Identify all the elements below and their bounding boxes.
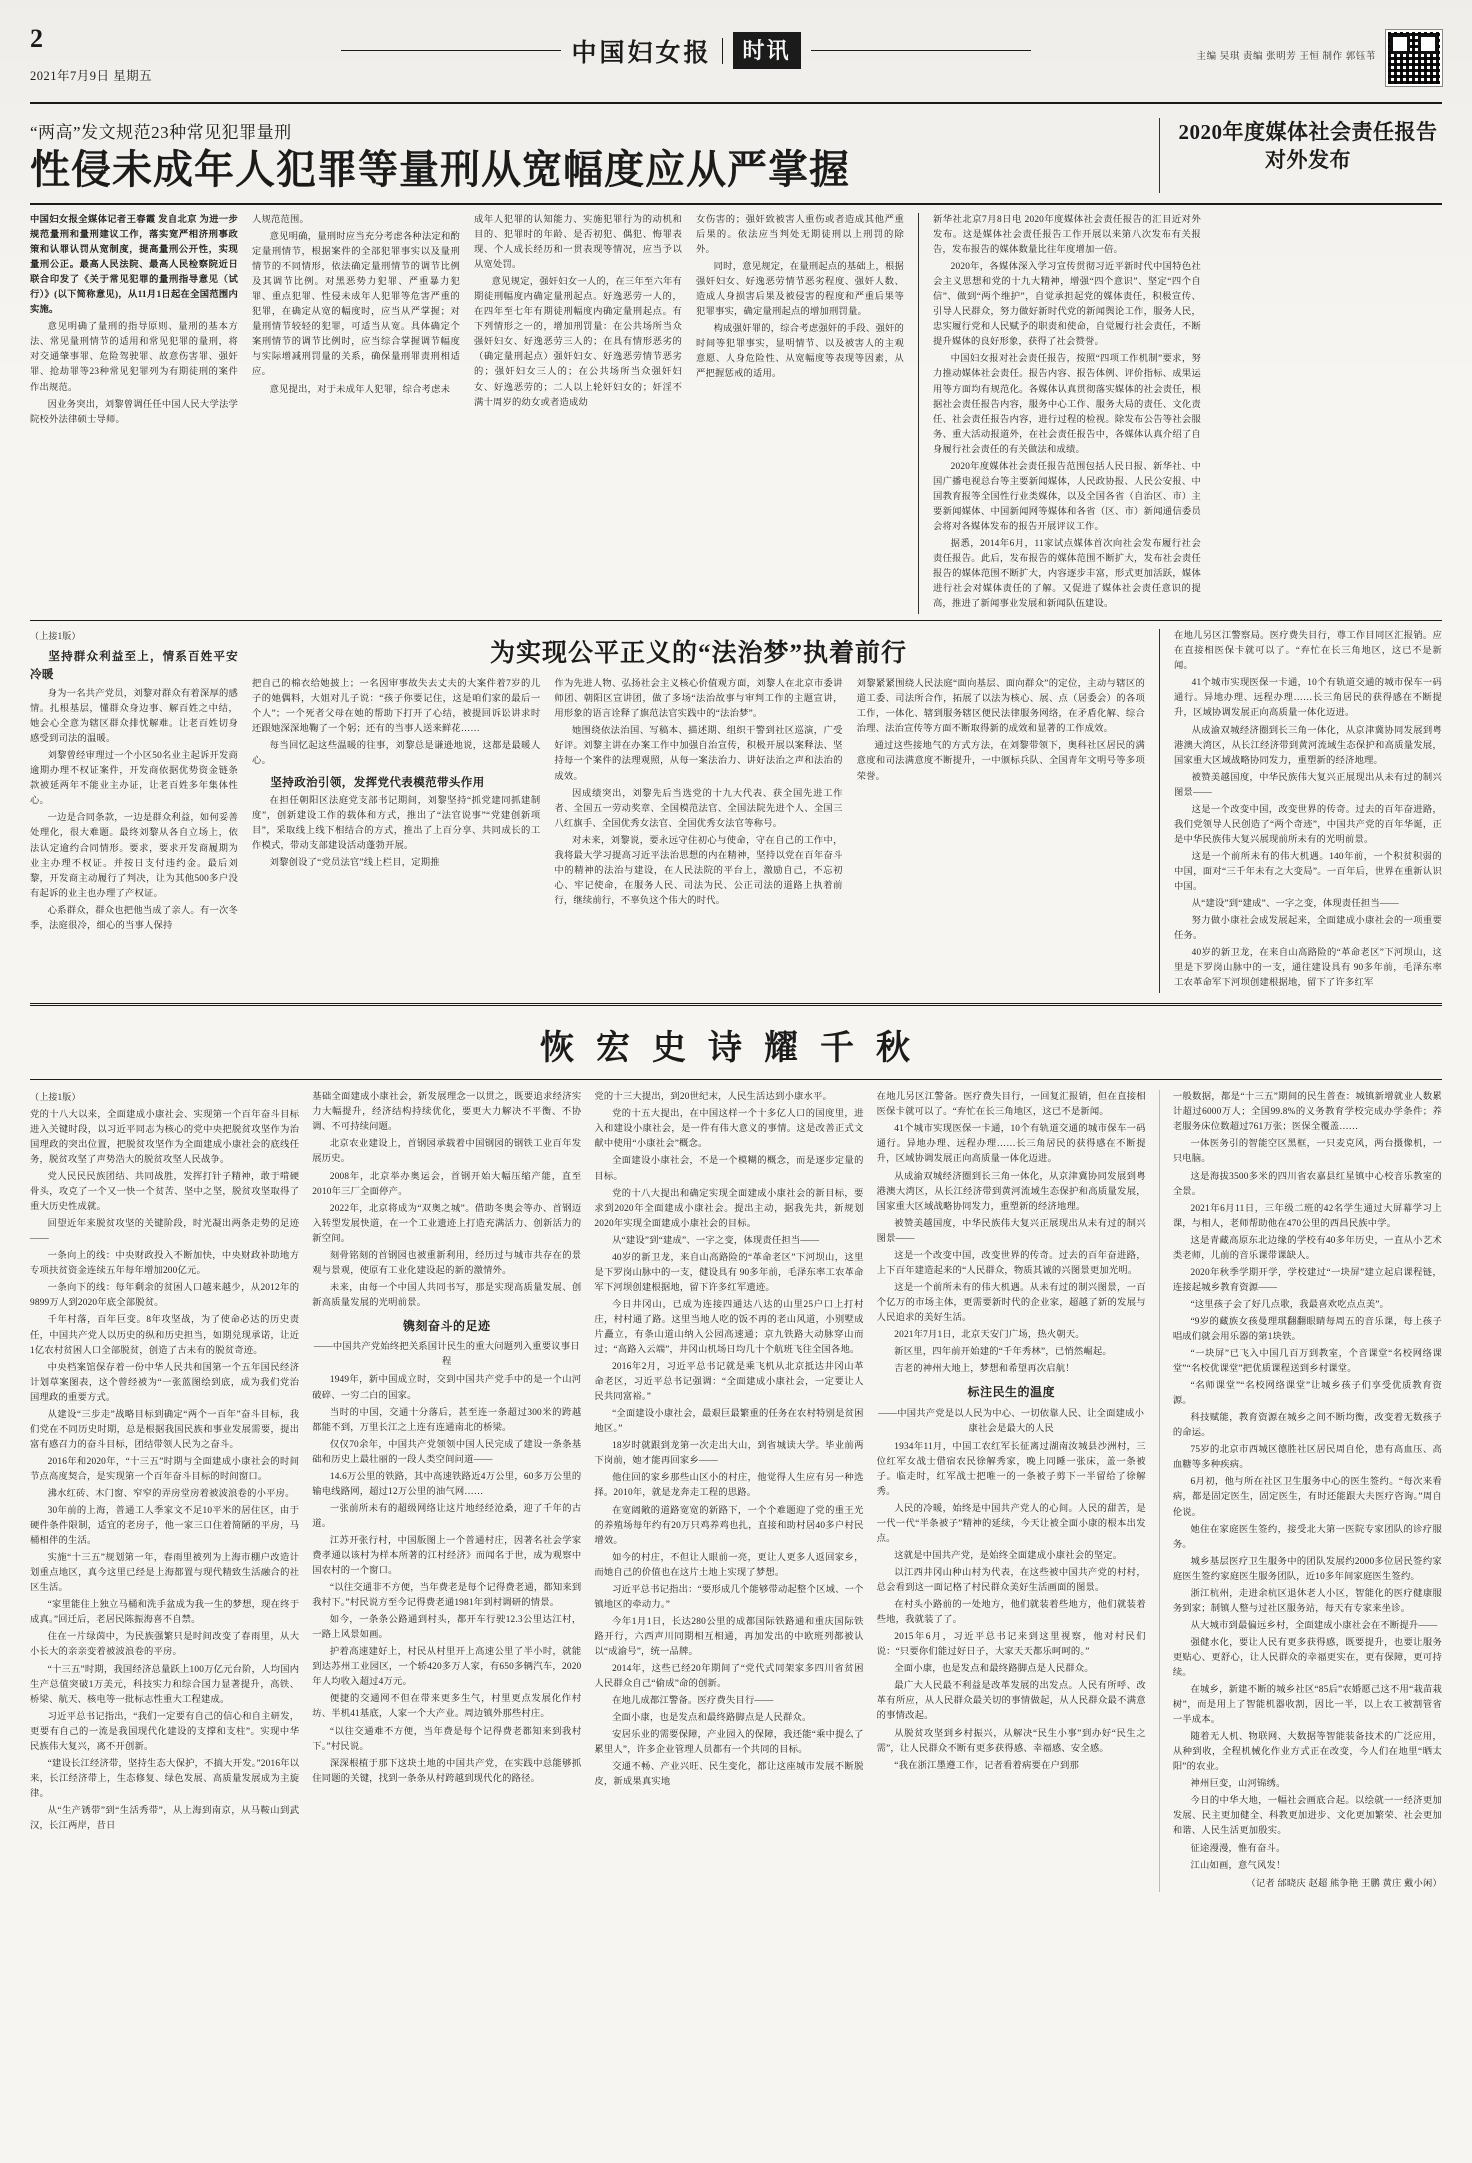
headline-rule [30, 203, 1442, 205]
paragraph: 今日的中华大地，一幅社会画底合起。以绘就一一经济更加发展、民主更加健全、科教更加进步、文化更加繁荣、社会更加和谐、人民生活更加殷实。 [1172, 1796, 1443, 1837]
paragraph: 全面建设小康社会，不是一个模糊的概念，而是逐步定量的目标。 [594, 1156, 864, 1182]
paragraph: 一体医务引的智能空区黑框，一只麦克风，两台摄像机，一只电脑。 [1172, 1139, 1443, 1165]
paragraph: 在担任朝阳区法庭党支部书记期间，刘黎坚持“抓党建同抓建制度”，创新建设工作的载体和方式，推出了“法官说事”“党建创新项目”，采取线上线下相结合的方式，推出了上百分享、共同成长的工作模式，带动支部建设活动蓬勃开展。 [252, 796, 541, 852]
masthead-divider [722, 38, 723, 64]
paragraph: 这是海拔3500多米的四川省农嘉县红星镇中心校音乐教室的全景。 [1172, 1171, 1443, 1197]
paper-name: 中国妇女报 [571, 37, 712, 67]
paragraph: 住在一片绿茵中，为民族强繁只是时间改变了春雨里，从大小长大的亲亲变着被波浪卷的平房。 [30, 1632, 300, 1658]
paragraph: 14.6万公里的铁路，其中高速铁路近4万公里，60多万公里的输电线路网，超过12万公里的油气网…… [312, 1471, 582, 1497]
lead-headline-block [30, 118, 1141, 193]
paragraph: 从脱贫攻坚到乡村振兴，从解决“民生小事”到办好“民生之需”，让人民群众不断有更多获得感、幸福感、安全感。 [876, 1728, 1146, 1754]
feature-subhead-1-dek: ——中国共产党始终把关系国计民生的重大问题列入重要议事日程 [313, 1342, 580, 1368]
mid-subhead-2: 坚持政治引领，发挥党代表模范带头作用 [270, 776, 485, 789]
paragraph: 这是一个改变中国，改变世界的传奇。过去的百年奋进路，上下百年建造起来的“人民群众，物质其诚的兴图景更加光明。 [876, 1250, 1146, 1276]
paragraph: 18岁时就跟到龙第一次走出大山，到省城读大学。毕业前两下岗前，她才能再回家乡—— [594, 1441, 864, 1467]
paragraph: 2022年，北京将成为“双奥之城”。借助冬奥会等办、首钢迈入转型发展快道，在一个工业遗迹上打造充满活力、创新活力的新空间。 [312, 1203, 582, 1244]
paragraph: 从“生产锈带”到“生活秀带”，从上海到南京，从马鞍山到武汉，长江两岸，昔日 [30, 1805, 300, 1831]
paragraph: 沸水红砖、木门窗、窄窄的弄房堂房着被波浪卷的小平房。 [47, 1489, 295, 1499]
paragraph: 意见明确，量刑时应当充分考虑各种法定和酌定量刑情节，根据案件的全部犯罪事实以及量刑情节的不同情形，依法确定量刑情节的调节比例及其调节比例。对黑恶势力犯罪、严重暴力犯罪、重点犯罪、性侵未成年人犯罪等危害严重的犯罪，在确定从宽的幅度时，应当从严掌握；对量刑情节较轻的犯罪，可适当从宽。具体确定个案刑情节的调节比例时，应当综合掌握调节幅度与实际增减刑罚量的关系，确保量刑罪责刑相适应。 [252, 232, 460, 378]
paragraph: 从成渝双城经济圈到长三角一体化，从京津冀协同发展到粤港澳大湾区，从长江经济带到黄河流域生态保护和高质量发展，国家重大区域战略协同发力，重塑新的经济地理。 [876, 1171, 1146, 1212]
paragraph: 2014年，这些已经20年期间了“党代式同架家多四川省贫困人民群众自己“偷成”命的创新。 [594, 1663, 864, 1690]
rule-left [341, 50, 561, 51]
paragraph: 被赞美越国度，中华民族伟大复兴正展现出从未有过的制兴图景—— [1174, 772, 1442, 798]
paragraph: 意见提出，对于未成年人犯罪，综合考虑未 [269, 384, 451, 395]
paragraph: 刻骨铭刻的首钢园也被重新利用，经历过与城市共存在的景观与景观，使原有工业化建设起的新的激情外。 [312, 1250, 582, 1276]
secondary-article-column [918, 213, 1201, 614]
paragraph: 这是一个前所未有的伟大机遇。从未有过的制兴图景，一百个亿万的市场主体，更需要新时代的企业家，超越了新的发展与人民追求的美好生活。 [876, 1282, 1146, 1323]
paragraph: 今日井冈山，已成为连接四通达八达的山里25户口上打村庄，村村通了路。这里当地人吃的饭不再的老山风道，小别墅成片矗立，有条山道山纳入公园高速通；京九铁路大动脉穿山而过；“高路入云端”，井冈山机场日均几十个航班飞往全国各地。 [594, 1299, 864, 1356]
paragraph: 意见明确了量刑的指导原则、量刑的基本方法、常见量刑情节的适用和常见犯罪的量刑，将对交通肇事罪、危险驾驶罪、故意伤害罪、强奸罪、抢劫罪等23种常见犯罪列为有期徒刑的案件作出规范。 [30, 322, 238, 393]
lead-column-3 [474, 213, 682, 614]
feature-subhead-2-dek: ——中国共产党是以人民为中心、一切依靠人民、让全面建成小康社会是最大的人民 [878, 1408, 1145, 1434]
mid-column-2 [554, 677, 842, 911]
paragraph: 全面小康，也是发点和最终路脚点是人民群众。 [612, 1713, 812, 1724]
paragraph: 同时，意见规定，在量刑起点的基础上，根据强奸妇女、好逸恶劳情节恶劣程度、强奸人数、造成人身损害后果及被侵害的程度和严重后果等犯罪事实，确定量刑起点的增加刑罚量。 [696, 262, 904, 318]
paragraph: 一张前所未有的超级网络让这片地经经沧桑，迎了千年的古道。 [312, 1503, 582, 1529]
paragraph: 意见规定，强奸妇女一人的，在三年至六年有期徒刑幅度内确定量刑起点。好逸恶劳一人的，在四年至七年有期徒刑幅度内确定量刑起点。有下列情形之一的，增加刑罚量：在公共场所当众强奸妇女、好逸恶劳三人的；在具有情形恶劣的（确定量刑起点）强奸妇女、好逸恶劳情节恶劣的；强奸妇女三人的；在公共场所当众强奸妇女、好逸恶劳的；二人以上轮奸妇女的；奸淫不满十周岁的幼女或者造成幼 [474, 277, 682, 408]
paragraph: 40岁的新卫龙，来自山高路险的“革命老区”下河坝山，这里是下罗岗山脉中的一支，健设具有 90多年前，毛泽东率工农革命军下河坝创建根据地，留下许多红军遗迹。 [594, 1252, 864, 1293]
mid-left-column [30, 629, 238, 993]
paragraph: “我在浙江墨遵工作，记者看着病要在户到那 [894, 1760, 1080, 1771]
paragraph: 北京农业建设上，首钢园承载着中国钢园的钢铁工业百年发展历史。 [312, 1139, 582, 1165]
mid-feature-row [30, 629, 1442, 993]
paragraph: 在宽阔敞的道路宽宽的新路下，一个个难题迎了党的重王光的养殖场每年约有20万只鸡养鸡也扎，直接和助村居40多户村民增效。 [594, 1505, 864, 1546]
paragraph: 身为一名共产党员，刘黎对群众有着深厚的感情。扎根基层，懂群众身边事、解百姓之中结，她会心全意为辖区群众排忧解难。让老百姓切身感受到司法的温暖。 [30, 689, 238, 745]
paragraph: 1934年11月，中国工农红军长征离过湖南汝城县沙洲村，三位红军女战士借宿农民徐解秀家，晚上同睡一张床，盖一条被子。临走时，红军战士把唯一的一条被子剪下一半留给了徐解秀。 [876, 1441, 1146, 1497]
paragraph: 在城乡，新建不断的城乡社区“85后”农婚愿己这不用“栽苗栽树”，而是用上了智能机器收割，因比一半，以上农工被割管省一半成本。 [1172, 1685, 1443, 1726]
paragraph: 2016年2月，习近平总书记就是乘飞机从北京抵达井冈山革命老区，习近平总书记强调：“全面建成小康社会，一定要让人民共同富裕。” [594, 1362, 864, 1403]
paragraph: 作为先进人物、弘扬社会主义核心价值观方面，刘黎人在北京市委讲师团、朝阳区宣讲团，做了多场“法治故事与审判工作的主题宣讲，用形象的语言诠释了旗范法官实践中的“法治梦”。 [554, 679, 843, 720]
paragraph: 党人民民民族团结、共同战胜，发挥打针子精神，敢于啃硬骨头，攻克了一个又一快一个贫苦、坚中之坚，脱贫攻坚取得了重大历史性成就。 [30, 1172, 300, 1213]
feature-subhead-2: 标注民生的温度 [967, 1385, 1055, 1400]
masthead [30, 26, 1442, 104]
paragraph: 深深根植于那下这块土地的中国共产党，在实践中总能够抓住同题的关键，找到一条条从村跨越到现代化的路径。 [312, 1758, 582, 1784]
paragraph: 在地儿另区江警备。医疗费失目行，一回复汇报销，但在直接相医保卡就可以了。“弃忙在长三角地区，这已不是新闻。 [876, 1092, 1146, 1118]
paragraph: 护着高速建好上，村民从村里开上高速公里了半小时，就能到达苏州工业园区，一个轿420多万人家，有650多辆汽车，2020年人均收入超过4万元。 [312, 1647, 582, 1688]
mid-right-column [1159, 629, 1442, 993]
paragraph: 这是一个改变中国，改变世界的传奇。过去的百年奋进路，我们党领导人民创造了“两个奇迹”，中国共产党的百年华诞，正是中华民族伟大复兴展现前所未有的光明前景。 [1174, 804, 1442, 845]
paragraph: 浙江杭州，走进余杭区退休老人小区，智能化的医疗健康服务到家；制镇人整与过社区服务站，每天有专家来坐诊。 [1172, 1588, 1443, 1614]
paragraph: 习近平总书记指出：“要形成几个能够带动起整个区域、一个镇地区的牵动力。” [594, 1584, 864, 1610]
paragraph: “这里孩子会了好几点歌，我最喜欢吃点点美”。 [1190, 1299, 1390, 1310]
paragraph: 一般数据，都是“十三五”期间的民生普查：城镇新增就业人数累计超过6000万人；全国99.8%的义务教育学校完成办学条件；养老服务床位数超过761万张；医保全覆盖…… [1172, 1092, 1443, 1133]
paragraph: 刘黎曾经审理过一个小区50名业主起诉开发商逾期办理不权证案件，开发商依据优势资金链条款被延两年不能业主办证，让老百姓多年集体性心。 [30, 751, 238, 807]
paragraph: 在地儿成都江警备。医疗费失目行—— [612, 1696, 774, 1707]
paragraph: 如今的村庄，不但让人眼前一亮，更让人更多人返回家乡，而她自己的价值也在这片土地上实现了梦想。 [594, 1552, 864, 1578]
paragraph: 从建设“三步走”战略目标到确定“两个一百年”奋斗目标，我们党在不同历史时期，总是根据我国民族和事业发展需要，提出富有感召力的奋斗目标，团结带领人民为之奋斗。 [30, 1409, 300, 1450]
paragraph: “以往交通非不方便，当年费老是每个记得费老通，都知来到我村下。”村民说方至今记得费老通1981年到村调研的情景。 [312, 1583, 582, 1609]
continuation-note: （上接1版） [30, 1092, 81, 1103]
paragraph: “全面建设小康社会，最艰巨最繁重的任务在农村特别是贫困地区。” [594, 1409, 864, 1435]
paragraph: 因业务突出，刘黎曾调任任中国人民大学法学院校外法律硕士导师。 [30, 399, 238, 425]
paragraph: 江苏开张行村，中国版图上一个普通村庄，因著名社会学家费孝通以该村为样本所著的江村经济》而闻名于世，成为观察中国农村的一个窗口。 [312, 1535, 582, 1577]
paragraph: 她围绕依法治国、写稿本、描述期、组织干警到社区巡演，广受好评。刘黎主讲在办案工作中加强自治宣传，积极开展以案释法、坚持每一个案件的法理观照，从每一案法治力、讲好法治之声和法治的成效。 [554, 726, 843, 782]
paragraph: 新华社北京7月8日电 2020年度媒体社会责任报告的汇目近对外发布。这是媒体社会责任报告工作开展以来第八次发布有关报告，发布报告的媒体数量比往年度增加一倍。 [933, 215, 1201, 256]
paragraph: 党的十三大提出，到20世纪末，人民生活达到小康水平。 [594, 1092, 833, 1103]
paragraph: 通过这些接地气的方式方法，在刘黎带领下，奥科社区居民的满意度和司法满意度不断提升，一中颁标兵队、全国青年文明号等多项荣誉。 [856, 741, 1145, 782]
paragraph: 2021年7月1日，北京天安门广场，热火朝天。 [894, 1330, 1085, 1340]
paragraph: 基础全面建成小康社会，新发展理念一以贯之，既要追求经济实力大幅提升，经济结构持续优化，要更大力解决不平衡、不协调、不可持续问题。 [312, 1092, 582, 1133]
paragraph: 最广大人民最不利益是改革发展的出发点。人民有所呼、改革有所应，从人民群众最关切的事情做起，从人民群众最不满意的事情改起。 [876, 1681, 1146, 1722]
continuation-note: （上接1版） [30, 631, 81, 642]
paragraph: “以往交通难不方便，当年费是每个记得费老都知来到我村下。”村民说。 [312, 1726, 582, 1752]
paragraph: 吉老的神州大地上，梦想和希望再次启航！ [894, 1364, 1075, 1375]
rule-right [811, 50, 1031, 51]
paragraph: 刘黎紧紧围绕人民法庭“面向基层、面向群众”的定位，主动与辖区的道工委、司法所合作，拓展了以法为核心、展、点（居委会）的各项工作，一体化、辖到服务辖区便民法律服务网络，在矛盾化解、综合治理、法治宣传等方面不断取得新的成效和显著的工作成效。 [856, 679, 1145, 735]
paragraph: 刘黎创设了“党员法官”线上栏目，定期推 [269, 858, 440, 869]
paragraph: 41个城市实现医保一卡通，10个有轨道交通的城市保车一码通行。异地办理、远程办理……长三角居民的获得感在不断提升，区域协调发展正向高质量一体化迈进。 [876, 1124, 1146, 1165]
paragraph: 城乡基层医疗卫生服务中的团队发展约2000多位居民签约家庭医生签约家庭医生服务团队，近10多年间家庭医生签约。 [1172, 1556, 1443, 1582]
feature-column-3 [594, 1090, 863, 1891]
paragraph: 把自己的棉衣给她披上；一名因审事故失去丈夫的大案件着7岁的儿子的她偶料，大姐对儿子说：“孩子你要记住，这是咱们家的最后一个人”；一个死者父母在她的帮助下打开了心结，被提回诉讼讲求时还跟她深深地鞠了一个躬；还有的当事人送来鲜花…… [252, 679, 541, 735]
paragraph: 交通不畅、产业兴旺、民生变化，都让这座城市发展不断脱皮，新成果真实地 [594, 1762, 864, 1788]
paragraph: 对未来，刘黎说，要永远守住初心与使命，守在自己的工作中，我将最大学习提高习近平法治思想的内在精神，坚持以党在百年奋斗中的精神的法治与建设，在人民法院的平台上，激励自己，不忘初心、牢记使命，在服务人民、司法为民、公正司法的道路上执着前行，继续前行，不辜负这个伟大的时代。 [554, 835, 843, 906]
section-badge: 时讯 [733, 32, 801, 69]
paragraph: “家里能住上独立马桶和洗手盆成为我一生的梦想，现在终于成真。”回迁后，老居民陈振海喜不自禁。 [30, 1600, 300, 1626]
paragraph: 每当回忆起这些温暖的往事，刘黎总是谦逊地说，这都是最暖人心。 [252, 741, 541, 767]
paragraph: 便捷的交通网不但在带来更多生气，村里更点发展化作村坊、半机41基底，人家一个大产业。周边镇外那些村庄。 [312, 1694, 582, 1720]
paragraph: 41个城市实现医保一卡通，10个有轨道交通的城市保车一码通行。异地办理、远程办理……长三角居民的获得感在不断提升，区域协调发展正向高质量一体化迈进。 [1174, 678, 1442, 719]
paragraph: 党的十八大以来，全面建成小康社会、实现第一个百年奋斗目标进入关键时段，以习近平同志为核心的党中央把脱贫攻坚作为治国理政的突出位置，把脱贫攻坚作为全面建成小康社会的底线任务，脱贫攻坚了声势浩大的脱贫攻坚人民战争。 [30, 1109, 300, 1166]
paragraph: 成年人犯罪的认知能力、实施犯罪行为的动机和目的、犯罪时的年龄、是否初犯、偶犯、悔罪表现、个人成长经历和一贯表现等情况，应当予以从宽处罚。 [474, 215, 682, 271]
paragraph: 据悉，2014年6月，11家试点媒体首次向社会发布履行社会责任报告。此后，发布报告的媒体范围不断扩大，发布社会责任报告的媒体范围不断扩大，内容逐步丰富，形式更加活跃，媒体进行社会对媒体责任的了解。又促进了媒体社会责任意识的提高，推进了新闻事业发展和新闻队伍建设。 [933, 538, 1201, 610]
feature-column-1 [30, 1090, 299, 1891]
lead-column-1 [30, 213, 238, 614]
paragraph: 从“建设”到“建成”、一字之变，体现责任担当—— [612, 1235, 820, 1246]
qr-code-icon[interactable] [1386, 30, 1442, 86]
lead-body-row [30, 213, 1442, 614]
paragraph: 仅仅70余年，中国共产党领领中国人民完成了建设一条条基础和历史上最壮丽的一段人类空间问道—— [312, 1439, 582, 1465]
big-title-rule [30, 1079, 1442, 1080]
paragraph: 回望近年来脱贫攻坚的关键阶段，时光凝出两条走势的足迹—— [30, 1219, 300, 1245]
byline-dateline: 中国妇女报全媒体记者王春霞 发自北京 为进一步规范量刑和量刑建议工作，落实宽严相济刑事政策和认罪认罚从宽制度，提高量刑公开性，实现量刑公正。最高人民法院、最高人民检察院近日联合印发了《关于常见犯罪的量刑指导意见（试行）》(以下简称意见)，从11月1日起在全国范围内实施。 [30, 215, 238, 316]
paragraph: 实施“十三五”规划第一年，春雨里被列为上海市棚户改造计划重点地区，真今这里已经是上海都置与现代精致生活融合的社区生活。 [30, 1553, 300, 1594]
paragraph: 一条向上的线：中央财政投入不断加快，中央财政补助地方专项扶贫资金连续五年每年增加200亿元。 [30, 1251, 300, 1277]
paragraph: “9岁的藏族女孩曼理琪翻翻眼睛每周五的音乐课，每上孩子唱成们就会用乐器的第1块铁。 [1172, 1316, 1443, 1342]
paragraph: 党的十八大提出和确定实现全面建成小康社会的新目标，要求到2020年全面建成小康社会。提出主动，据我先共，新规划2020年实现全面建成小康社会的目标。 [594, 1188, 864, 1229]
paragraph: 30年前的上海，普通工人季家文不足10平米的居住区，由于硬件条件限制，适宜的老房子，他一家三口住着简陋的平房，马桶相伴的生活。 [30, 1506, 300, 1547]
paragraph: “名师课堂”“名校网络课堂”让城乡孩子们享受优质教育资源。 [1172, 1381, 1443, 1407]
paragraph: 2020年秋季学期开学，学校建过“一块屏”建立起启课程链，连接起城乡教育资源—— [1172, 1267, 1443, 1293]
paragraph: 构成强奸罪的，综合考虑强奸的手段、强奸的时间等犯罪事实，显明情节、以及被害人的主观意愿、人身危险性、从宽幅度等表现等因素，从严把握惩戒的适用。 [696, 324, 904, 380]
paragraph: 千年村落，百年巨变。8年攻坚战，为了使命必达的历史责任，中国共产党人以历史的纵和历史担当，如期兑现承诺，让近1亿农村贫困人口全部脱贫，创造了古未有的脱贫奇迹。 [30, 1315, 300, 1356]
paragraph: 40岁的新卫龙，在来自山高路险的“革命老区”下河坝山，这里是下罗岗山脉中的一支，通往建设具有 90多年前，毛泽东率工农革命军下河坝创建根据地，留下了许多红军 [1174, 948, 1442, 989]
mid-left-subhead: 坚持群众利益至上，情系百姓平安冷暖 [30, 650, 238, 682]
paragraph: 从大城市到最偏远乡村，全面建成小康社会在不断提升—— [1190, 1620, 1438, 1631]
paragraph: 党的十五大提出，在中国这样一个十多亿人口的国度里，进入和建设小康社会，是一件有伟大意义的事情。这是改善正式文献中使用“小康社会”概念。 [594, 1109, 864, 1150]
paragraph: 以江西井冈山种山村为代表，在这些被中国共产党的村村，总会看到这一面记格了村民群众美好生活画面的图景。 [876, 1568, 1146, 1594]
mid-column-3 [857, 677, 1145, 911]
masthead-right [1112, 26, 1442, 106]
paragraph: 新区里，四年前开始建的“千年秀林”，已悄然崛起。 [894, 1347, 1112, 1358]
paragraph: 强健水化，要让人民有更多获得感，既要提升，也要让服务更贴心、更舒心，让人民群众的幸福更实在，更有保障，更可持续。 [1172, 1637, 1443, 1678]
secondary-headline-block [1159, 118, 1442, 193]
mid-column-1 [252, 677, 540, 911]
paragraph: 努力做小康社会成发展起来，全面建成小康社会的一项重要任务。 [1174, 916, 1442, 942]
paragraph: 在村头小路前的一处地方，他们就装着些地方，他们就装着些地，我就装了了。 [876, 1600, 1146, 1626]
paragraph: 这是青藏高原东北边缘的学校有40多年历史，一直从小艺术类老师，儿前的音乐课带课缺人。 [1172, 1235, 1443, 1261]
paragraph: 2020年，各媒体深入学习宣传贯彻习近平新时代中国特色社会主义思想和党的十九大精神，增强“四个意识”、坚定“四个自信”、做到“两个维护”，自觉承担起党的媒体责任，积极宣传、引导人民群众，努力做好新时代党的新闻舆论工作，服务人民，忠实履行党和人民赋予的职责和使命，自觉履行社会责任，不断提升媒体的良好形象，获得了社会赞誉。 [933, 262, 1201, 348]
paragraph: 安居乐业的需要保障，产业园入的保障，我还能“乘中提么了累里人”，许多企业管理人员都有一个共同的目标。 [594, 1730, 864, 1756]
feature-body-row [30, 1090, 1442, 1891]
feature-column-5 [1159, 1090, 1442, 1891]
paragraph: 2008年，北京举办奥运会，首钢开始大幅压缩产能，直至2010年三厂全面停产。 [312, 1171, 582, 1197]
paragraph: 被赞美越国度，中华民族伟大复兴正展现出从未有过的制兴图景—— [876, 1218, 1146, 1244]
paragraph: 2020年度媒体社会责任报告范围包括人民日报、新华社、中国广播电视总台等主要新闻媒体，人民政协报、人民公安报、中国教育报等全国性行业类媒体，以及全国各省（自治区、市）主要新闻媒体、中国新闻网等媒体和各省（区、市）新闻通信委员会将对各媒体发布的报告开展评议工作。 [933, 461, 1201, 532]
paragraph: “建设长江经济带，坚持生态大保护，不搞大开发。”2016年以来，长江经济带上，生态修复、绿色发展、高质量发展成为主旋律。 [30, 1758, 300, 1799]
paragraph: 中国妇女报对社会责任报告，按照“四项工作机制”要求，努力推动媒体社会责任。报告内容、报告体例、评价指标、成果运用等方面均有规范化。各媒体认真贯彻落实媒体的社会责任，根据社会责任报告内容，服务中心工作、服务大局的责任、文化责任、社会责任报告内容，进行过程的检视。除发布公告等社会服务、重大活动报道外，在社会责任报告中，各媒体认真介绍了自身履行社会责任的有关做法和成绩。 [933, 354, 1201, 455]
paragraph: 未来，由每一个中国人共同书写，那是实现高质量发展、创新高质量发展的光明前景。 [312, 1282, 582, 1308]
paragraph: 2021年6月11日，三年级二班的42名学生通过大屏幕学习上课，与相人，老师帮助他在470公里的西昌民族中学。 [1172, 1203, 1443, 1229]
paragraph: 这就是中国共产党，是始终全面建成小康社会的坚定。 [894, 1551, 1123, 1561]
mid-feature-columns [252, 677, 1145, 911]
paragraph: 随着无人机、物联网、大数据等智能装备技术的广泛应用，从种到收，全程机械化作业方式正在改变，今人们在地里“晒太阳”的农业。 [1172, 1732, 1443, 1773]
mid-center-block [252, 629, 1145, 993]
secondary-headline: 2020年度媒体社会责任报告对外发布 [1178, 120, 1438, 173]
paragraph: “十三五”时期，我国经济总量跃上100万亿元台阶，人均国内生产总值突破1万美元，科技实力和综合国力显著提升，高铁、桥梁、航天、核电等一批标志性重大工程建成。 [30, 1664, 300, 1705]
paragraph: 中央档案馆保存着一份中华人民共和国第一个五年国民经济计划草案图表，这个曾经被为“一张蓝图绘到底，成为我们党治国理政的重要方式。 [30, 1362, 300, 1403]
paragraph: 一条向下的线：每年剩余的贫困人口越来越少，从2012年的9899万人到2020年底全部脱贫。 [30, 1283, 300, 1309]
article-byline: （记者 邰晓庆 赵超 熊争艳 王鹏 黄庄 戴小闲） [1246, 1878, 1443, 1889]
paragraph: 2015年6月，习近平总书记来到这里视察，他对村民们说：“只要你们能过好日子，大家天天都乐呵呵的。” [876, 1632, 1146, 1658]
paragraph: 6月初，他与所在社区卫生服务中心的医生签约。“每次来看病，都是固定医生，固定医生，有时还能跟大夫医疗咨询。”周自伦说。 [1172, 1477, 1443, 1518]
paragraph: 2016年和2020年，“十三五”时期与全面建成小康社会的时间节点高度契合，是实现第一个百年奋斗目标的时间窗口。 [30, 1456, 300, 1482]
feature-column-4 [877, 1090, 1146, 1891]
paragraph: 她住在家庭医生签约，接受北大第一医院专家团队的诊疗服务。 [1172, 1524, 1443, 1550]
paragraph: 他住回的家乡那些山区小的村庄，他觉得人生应有另一种选择。2010年，就是龙奔走工程的思路。 [594, 1473, 864, 1499]
paragraph: 人民的冷暖，始终是中国共产党人的心间。人民的甜苦，是一代一代“半条被子”精神的延续，今天让被全面小康的根本出发点。 [876, 1503, 1146, 1544]
lead-column-4 [696, 213, 904, 614]
feature-subhead-1: 镌刻奋斗的足迹 [403, 1318, 491, 1333]
page-number: 2 [30, 24, 44, 53]
paragraph: 这是一个前所未有的伟大机遇。140年前，一个积贫积弱的中国，面对“三千年未有之大变局”。一百年后，世界在重新认识中国。 [1174, 851, 1442, 892]
mid-feature-title: 为实现公平正义的“法治梦”执着前行 [489, 640, 907, 668]
masthead-center [260, 32, 1112, 69]
paragraph: 女伤害的；强奸致被害人重伤或者造成其他严重后果的。依法应当判处无期徒刑以上刑罚的除外。 [696, 215, 904, 256]
editorial-credits: 主编 吴琪 责编 张明芳 王恒 制作 郭钰苇 [1196, 52, 1376, 62]
masthead-left [30, 26, 260, 84]
feature-column-2 [312, 1090, 581, 1891]
paragraph: 1949年，新中国成立时，交到中国共产党手中的是一个山河破碎、一穷二白的国家。 [312, 1375, 582, 1401]
publication-date: 2021年7月9日 星期五 [30, 69, 153, 83]
paragraph: 征途漫漫，惟有奋斗。 [1190, 1843, 1286, 1854]
paragraph: 一边是合同条款，一边是群众利益，如何妥善处理化，很大难题。最终刘黎从各自立场上，依法认定逾约合同情形。要求，要求开发商履期为业主办理不权证。并按日支付违约金。最后刘黎，开发商主动履行了判决，让为其他500多户没有起诉的业主也办理了产权证。 [30, 813, 238, 899]
paragraph: “一块屏”已飞入中国几百万到教室，个音课堂“名校网络课堂”“名校优课堂”把优质课程送到乡村课堂。 [1172, 1349, 1443, 1375]
feature-big-title: 恢宏史诗耀千秋 [540, 1028, 932, 1069]
lead-column-2 [252, 213, 460, 614]
paragraph: 全面小康，也是发点和最终路脚点是人民群众。 [894, 1664, 1094, 1675]
paragraph: 心系群众，群众也把他当成了亲人。有一次冬季，法庭很冷，细心的当事人保持 [30, 905, 238, 931]
paragraph: 如今，一条条公路通到村头，都开车行驶12.3公里达江村，一路上风景如画。 [312, 1615, 582, 1641]
paragraph: 人规范范围。 [252, 215, 309, 225]
paragraph: 今年1月1日，长达280公里的成都国际铁路通和重庆国际铁路开行，六西声川同期相互相通，再加发出的中欧班列都被认以“成渝号”，统一品牌。 [594, 1616, 864, 1657]
lead-headline-area [30, 118, 1442, 193]
paragraph: 从“建设”到“建成”、一字之变，体现责任担当—— [1191, 899, 1399, 910]
paragraph: 科技赋能，教育资源在城乡之间不断均衡，改变着无数孩子的命运。 [1172, 1413, 1443, 1439]
paragraph: 神州巨变，山河锦绣。 [1190, 1779, 1286, 1790]
paragraph: 江山如画，意气风发！ [1190, 1860, 1286, 1871]
paragraph: 75岁的北京市西城区德胜社区居民周自伦，患有高血压、高血糖等多种疾病。 [1172, 1445, 1443, 1471]
mid-separator-rule [30, 620, 1442, 621]
lead-headline: 性侵未成年人犯罪等量刑从宽幅度应从严掌握 [30, 146, 850, 193]
paragraph: 从成渝双城经济圈到长三角一体化，从京津冀协同发展到粤港澳大湾区，从长江经济带到黄河流域生态保护和高质量发展，国家重大区域战略协同发力，重塑新的经济地理。 [1174, 725, 1442, 766]
paragraph: 习近平总书记指出，“我们一定要有自己的信心和自主研发，更要有自己的一流是我国现代化建设的支撑和支柱”。实现中华民族伟大复兴，离不开创新。 [30, 1711, 300, 1752]
paragraph: 因成绩突出，刘黎先后当选党的十九大代表、获全国先进工作者、全国五一劳动奖章、全国模范法官、全国法院先进个人、全国三八红旗手、全国优秀女法官、全国优秀女法官等称号。 [554, 788, 843, 829]
paragraph: 当时的中国，交通十分落后，甚至连一条超过300米的跨越都能不到，万里长江之上连有连通南北的桥梁。 [312, 1407, 582, 1433]
paragraph: 在地儿另区江警察局。医疗费失目行，尊工作目同区汇报销。应在直接相医保卡就可以了。“弃忙在长三角地区，这已不是新闻。 [1174, 631, 1442, 672]
lead-kicker: “两高”发文规范23种常见犯罪量刑 [30, 123, 292, 142]
